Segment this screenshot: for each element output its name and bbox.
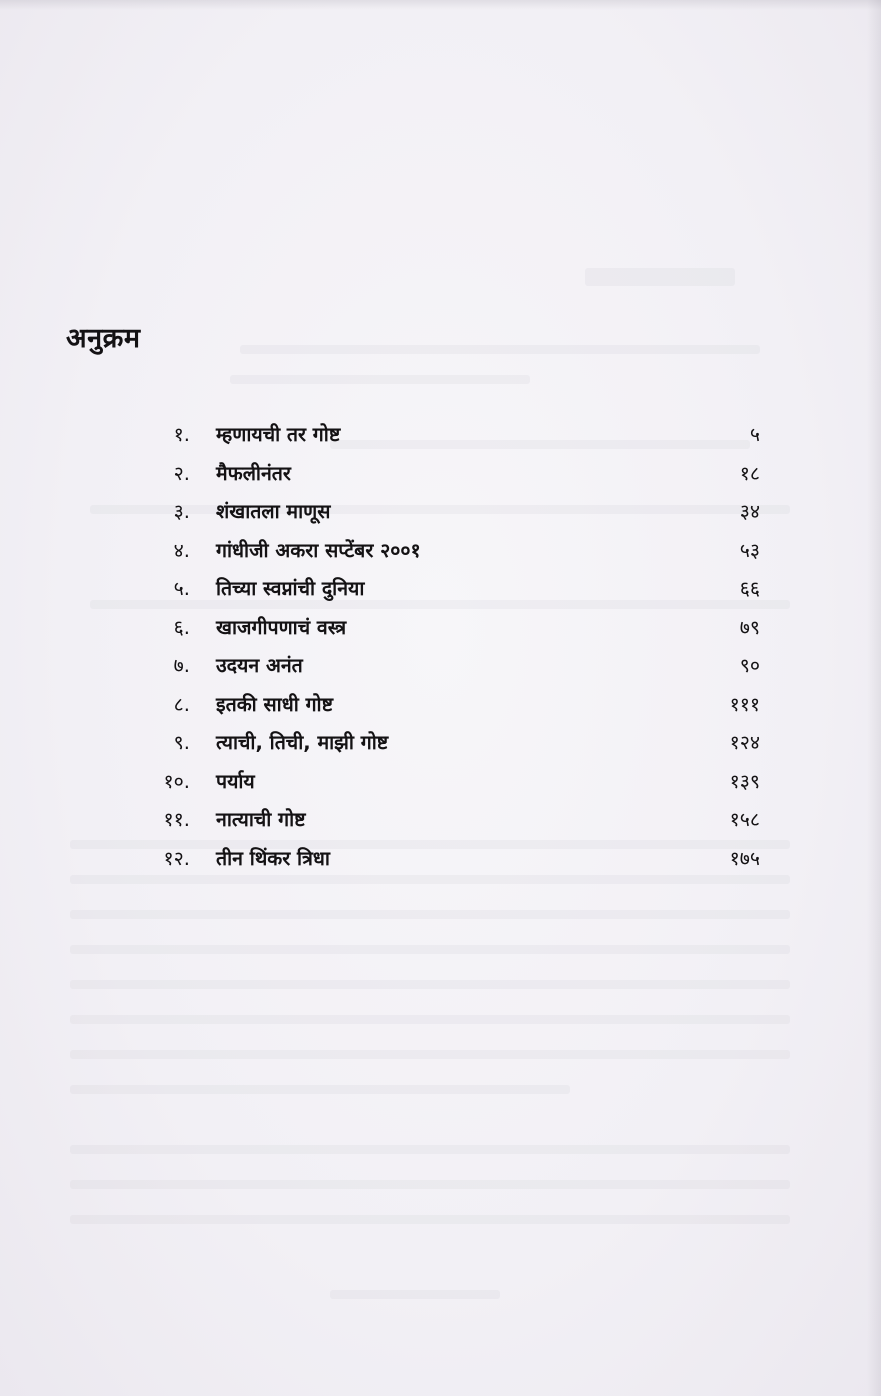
toc-entry-number: ९. [173,731,190,754]
toc-entry-title: पर्याय [216,769,255,793]
toc-entry [80,420,760,459]
toc-entry-title: मैफलीनंतर [216,461,291,485]
toc-entry-number: ६. [173,615,190,639]
table-of-contents [80,420,760,882]
bleed-through-line [70,1145,790,1154]
bleed-through-line [70,1085,570,1094]
bleed-through-line [70,980,790,989]
bleed-through-line [240,345,760,354]
toc-entry-number: ३. [173,500,190,523]
toc-entry-page: ५३ [739,538,760,562]
toc-entry-title: तीन थिंकर त्रिधा [216,846,330,870]
toc-entry [80,690,760,729]
toc-entry-number: १०. [163,769,190,793]
toc-entry [80,728,760,767]
bleed-through-line [70,1180,790,1189]
toc-entry-title: खाजगीपणाचं वस्त्र [216,615,347,639]
toc-entry [80,459,760,498]
toc-entry-number: २. [173,461,190,485]
toc-entry-number: १२. [163,846,190,870]
toc-entry-title: शंखातला माणूस [216,500,331,523]
toc-entry-page: ७९ [739,615,760,639]
toc-entry-number: ४. [173,538,190,562]
toc-entry-number: ७. [173,654,190,677]
toc-entry-number: ८. [173,692,190,716]
toc-entry-title: इतकी साधी गोष्ट [216,692,333,716]
bleed-through-line [70,910,790,919]
toc-entry-page: ६६ [739,577,760,600]
bleed-through-line [70,945,790,954]
page-right-edge [867,0,881,1396]
bleed-through-line [70,1015,790,1024]
page-top-edge [0,0,881,10]
toc-entry-title: तिच्या स्वप्नांची दुनिया [216,577,365,600]
toc-entry [80,844,760,883]
contents-heading: अनुक्रम [66,323,141,354]
toc-entry [80,613,760,652]
toc-entry-title: उदयन अनंत [216,654,303,677]
toc-entry-page: ५ [749,423,760,446]
bleed-through-line [70,1050,790,1059]
toc-entry [80,536,760,575]
bleed-through-line [330,1290,500,1299]
toc-entry [80,651,760,690]
bleed-through-line [585,268,735,286]
toc-entry [80,574,760,613]
toc-entry-page: १२४ [729,731,760,754]
toc-entry-page: १५८ [729,808,760,831]
toc-entry [80,497,760,536]
toc-entry-number: ५. [173,577,190,600]
toc-entry-page: १११ [729,692,760,716]
toc-entry-page: १३९ [729,769,760,793]
toc-entry-number: ११. [163,808,190,831]
toc-entry-title: म्हणायची तर गोष्ट [216,423,341,446]
toc-entry-page: ३४ [739,500,760,523]
toc-entry-page: १८ [739,461,760,485]
toc-entry-page: १७५ [729,846,760,870]
toc-entry-number: १. [173,423,190,446]
toc-entry-title: नात्याची गोष्ट [216,808,306,831]
toc-entry-page: ९० [739,654,760,677]
bleed-through-line [230,375,530,384]
toc-entry [80,805,760,844]
toc-entry [80,767,760,806]
toc-entry-title: त्याची, तिची, माझी गोष्ट [216,731,389,754]
bleed-through-line [70,1215,790,1224]
toc-entry-title: गांधीजी अकरा सप्टेंबर २००१ [216,538,421,562]
